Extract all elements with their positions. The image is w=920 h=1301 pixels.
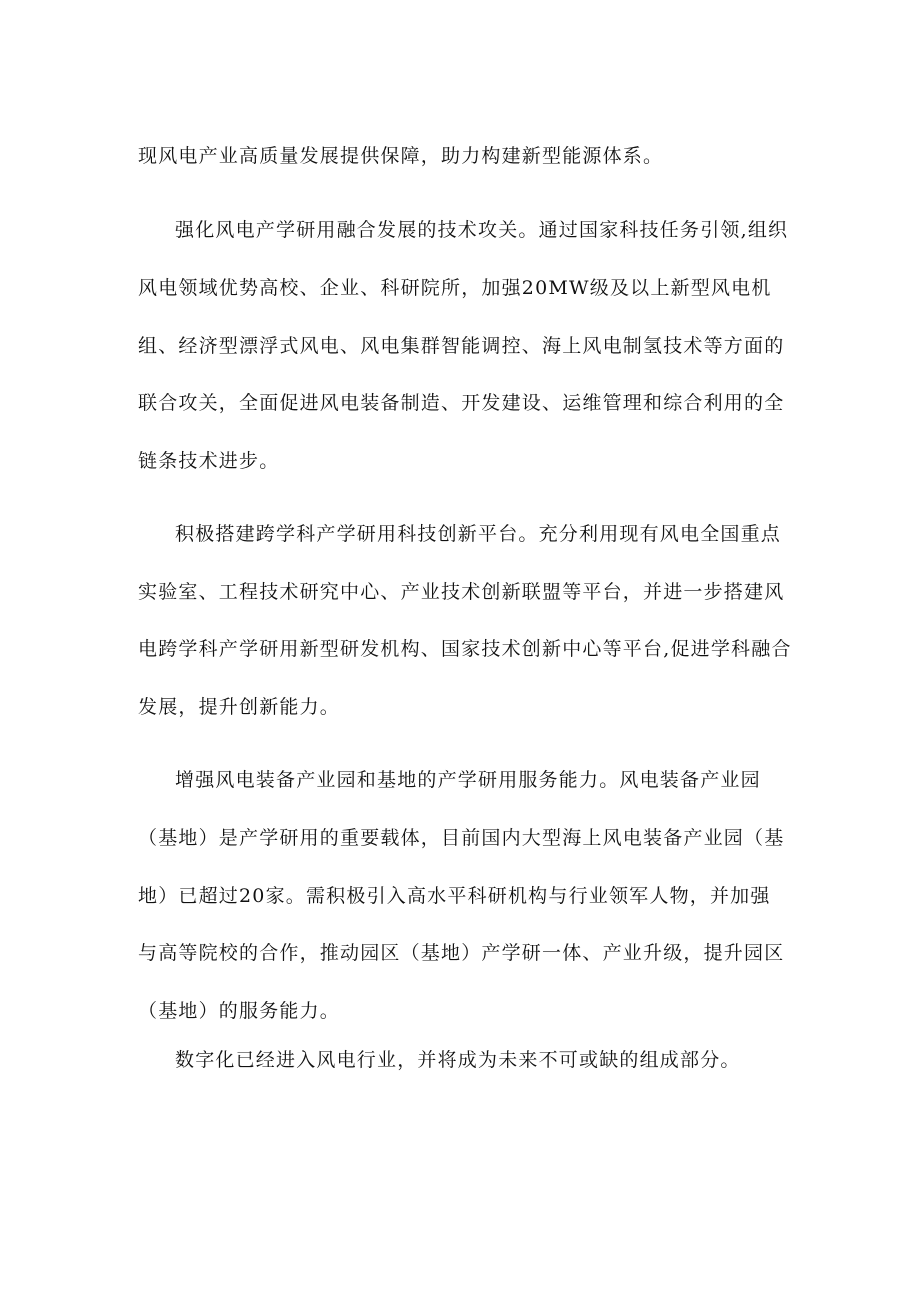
paragraph-2-line-3: 发展，提升创新能力。 (138, 696, 341, 718)
paragraph-0-line-0: 现风电产业高质量发展提供保障，助力构建新型能源体系。 (138, 145, 664, 167)
paragraph-2-line-0: 积极搭建跨学科产学研用科技创新平台。充分利用现有风电全国重点 (175, 523, 782, 545)
paragraph-3-line-1: （基地）是产学研用的重要载体，目前国内大型海上风电装备产业园（基 (138, 827, 785, 849)
paragraph-1-line-3: 联合攻关，全面促进风电装备制造、开发建设、运维管理和综合利用的全 (138, 392, 785, 414)
paragraph-3-line-3: 与高等院校的合作，推动园区（基地）产学研一体、产业升级，提升园区 (138, 942, 785, 964)
paragraph-3-line-2: 地）已超过20家。需积极引入高水平科研机构与行业领军人物，并加强 (138, 885, 771, 907)
paragraph-4-line-0: 数字化已经进入风电行业，并将成为未来不可或缺的组成部分。 (175, 1049, 741, 1071)
paragraph-3-line-4: （基地）的服务能力。 (138, 1000, 341, 1022)
paragraph-3-line-0: 增强风电装备产业园和基地的产学研用服务能力。风电装备产业园 (175, 769, 761, 791)
paragraph-1-line-0: 强化风电产学研用融合发展的技术攻关。通过国家科技任务引领,组织 (175, 219, 789, 241)
paragraph-2-line-1: 实验室、工程技术研究中心、产业技术创新联盟等平台，并进一步搭建风 (138, 581, 785, 603)
paragraph-1-line-4: 链条技术进步。 (138, 450, 280, 472)
paragraph-1-line-2: 组、经济型漂浮式风电、风电集群智能调控、海上风电制氢技术等方面的 (138, 335, 785, 357)
paragraph-2-line-2: 电跨学科产学研用新型研发机构、国家技术创新中心等平台,促进学科融合 (138, 638, 792, 660)
paragraph-1-line-1: 风电领域优势高校、企业、科研院所，加强20MW级及以上新型风电机 (138, 277, 772, 299)
